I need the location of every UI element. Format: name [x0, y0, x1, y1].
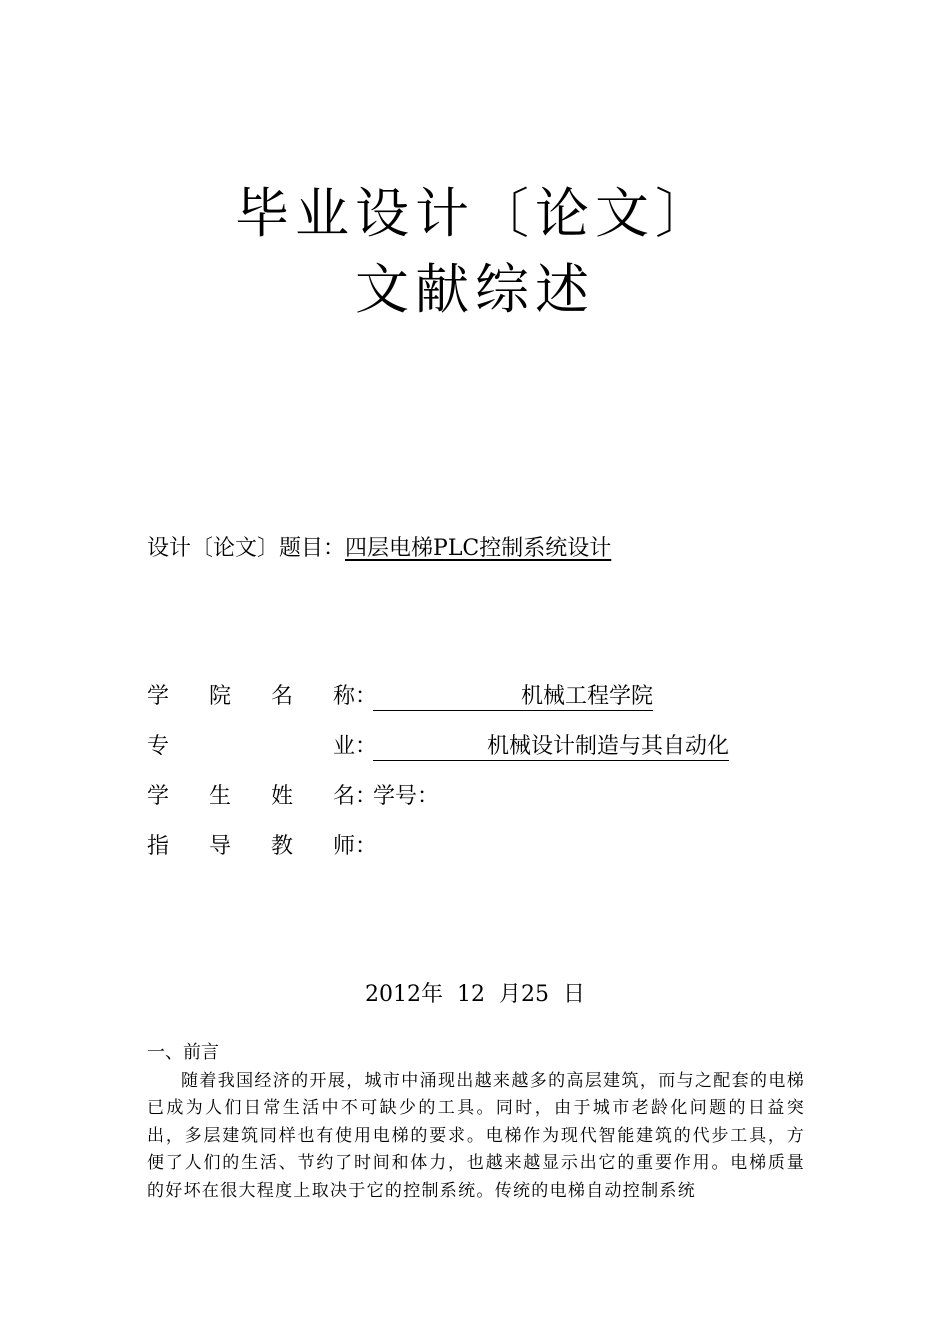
major-colon: ：	[355, 734, 378, 759]
document-title-line1: 毕业设计〔论文〕	[235, 182, 715, 245]
college-row	[147, 682, 653, 712]
advisor-colon: ：	[355, 834, 378, 859]
thesis-topic-value: 四层电梯PLC控制系统设计	[345, 536, 612, 561]
college-value: 机械工程学院	[373, 682, 653, 711]
document-title-line2: 文献综述	[355, 258, 595, 321]
advisor-row	[147, 832, 378, 862]
document-date: 2012年 12 月25 日	[365, 982, 585, 1007]
major-value: 机械设计制造与其自动化	[373, 732, 729, 761]
advisor-label: 指导教师	[147, 834, 355, 859]
college-colon: ：	[355, 684, 378, 709]
student-colon: ：	[355, 784, 378, 809]
thesis-topic-label: 设计〔论文〕题目：	[147, 536, 346, 561]
student-id-label: 学号：	[373, 784, 440, 809]
body-paragraph: 随着我国经济的开展，城市中涌现出越来越多的高层建筑，而与之配套的电梯已成为人们日常生活中不可缺少的工具。同时，由于城市老龄化问题的日益突出，多层建筑同样也有使用电梯的要求。电梯作为现代智能建筑的代步工具，方便了人们的生活、节约了时间和体力，也越来越显示出它的重要作用。电梯质量的好坏在很大程度上取决于它的控制系统。传统的电梯自动控制系统	[147, 1071, 805, 1201]
section-heading: 一、前言	[147, 1042, 219, 1063]
college-label: 学院名称	[147, 684, 355, 709]
student-row	[147, 782, 439, 812]
student-label: 学生姓名	[147, 784, 355, 809]
thesis-topic	[147, 534, 611, 564]
major-label: 专业	[147, 734, 355, 759]
major-row	[147, 732, 729, 762]
